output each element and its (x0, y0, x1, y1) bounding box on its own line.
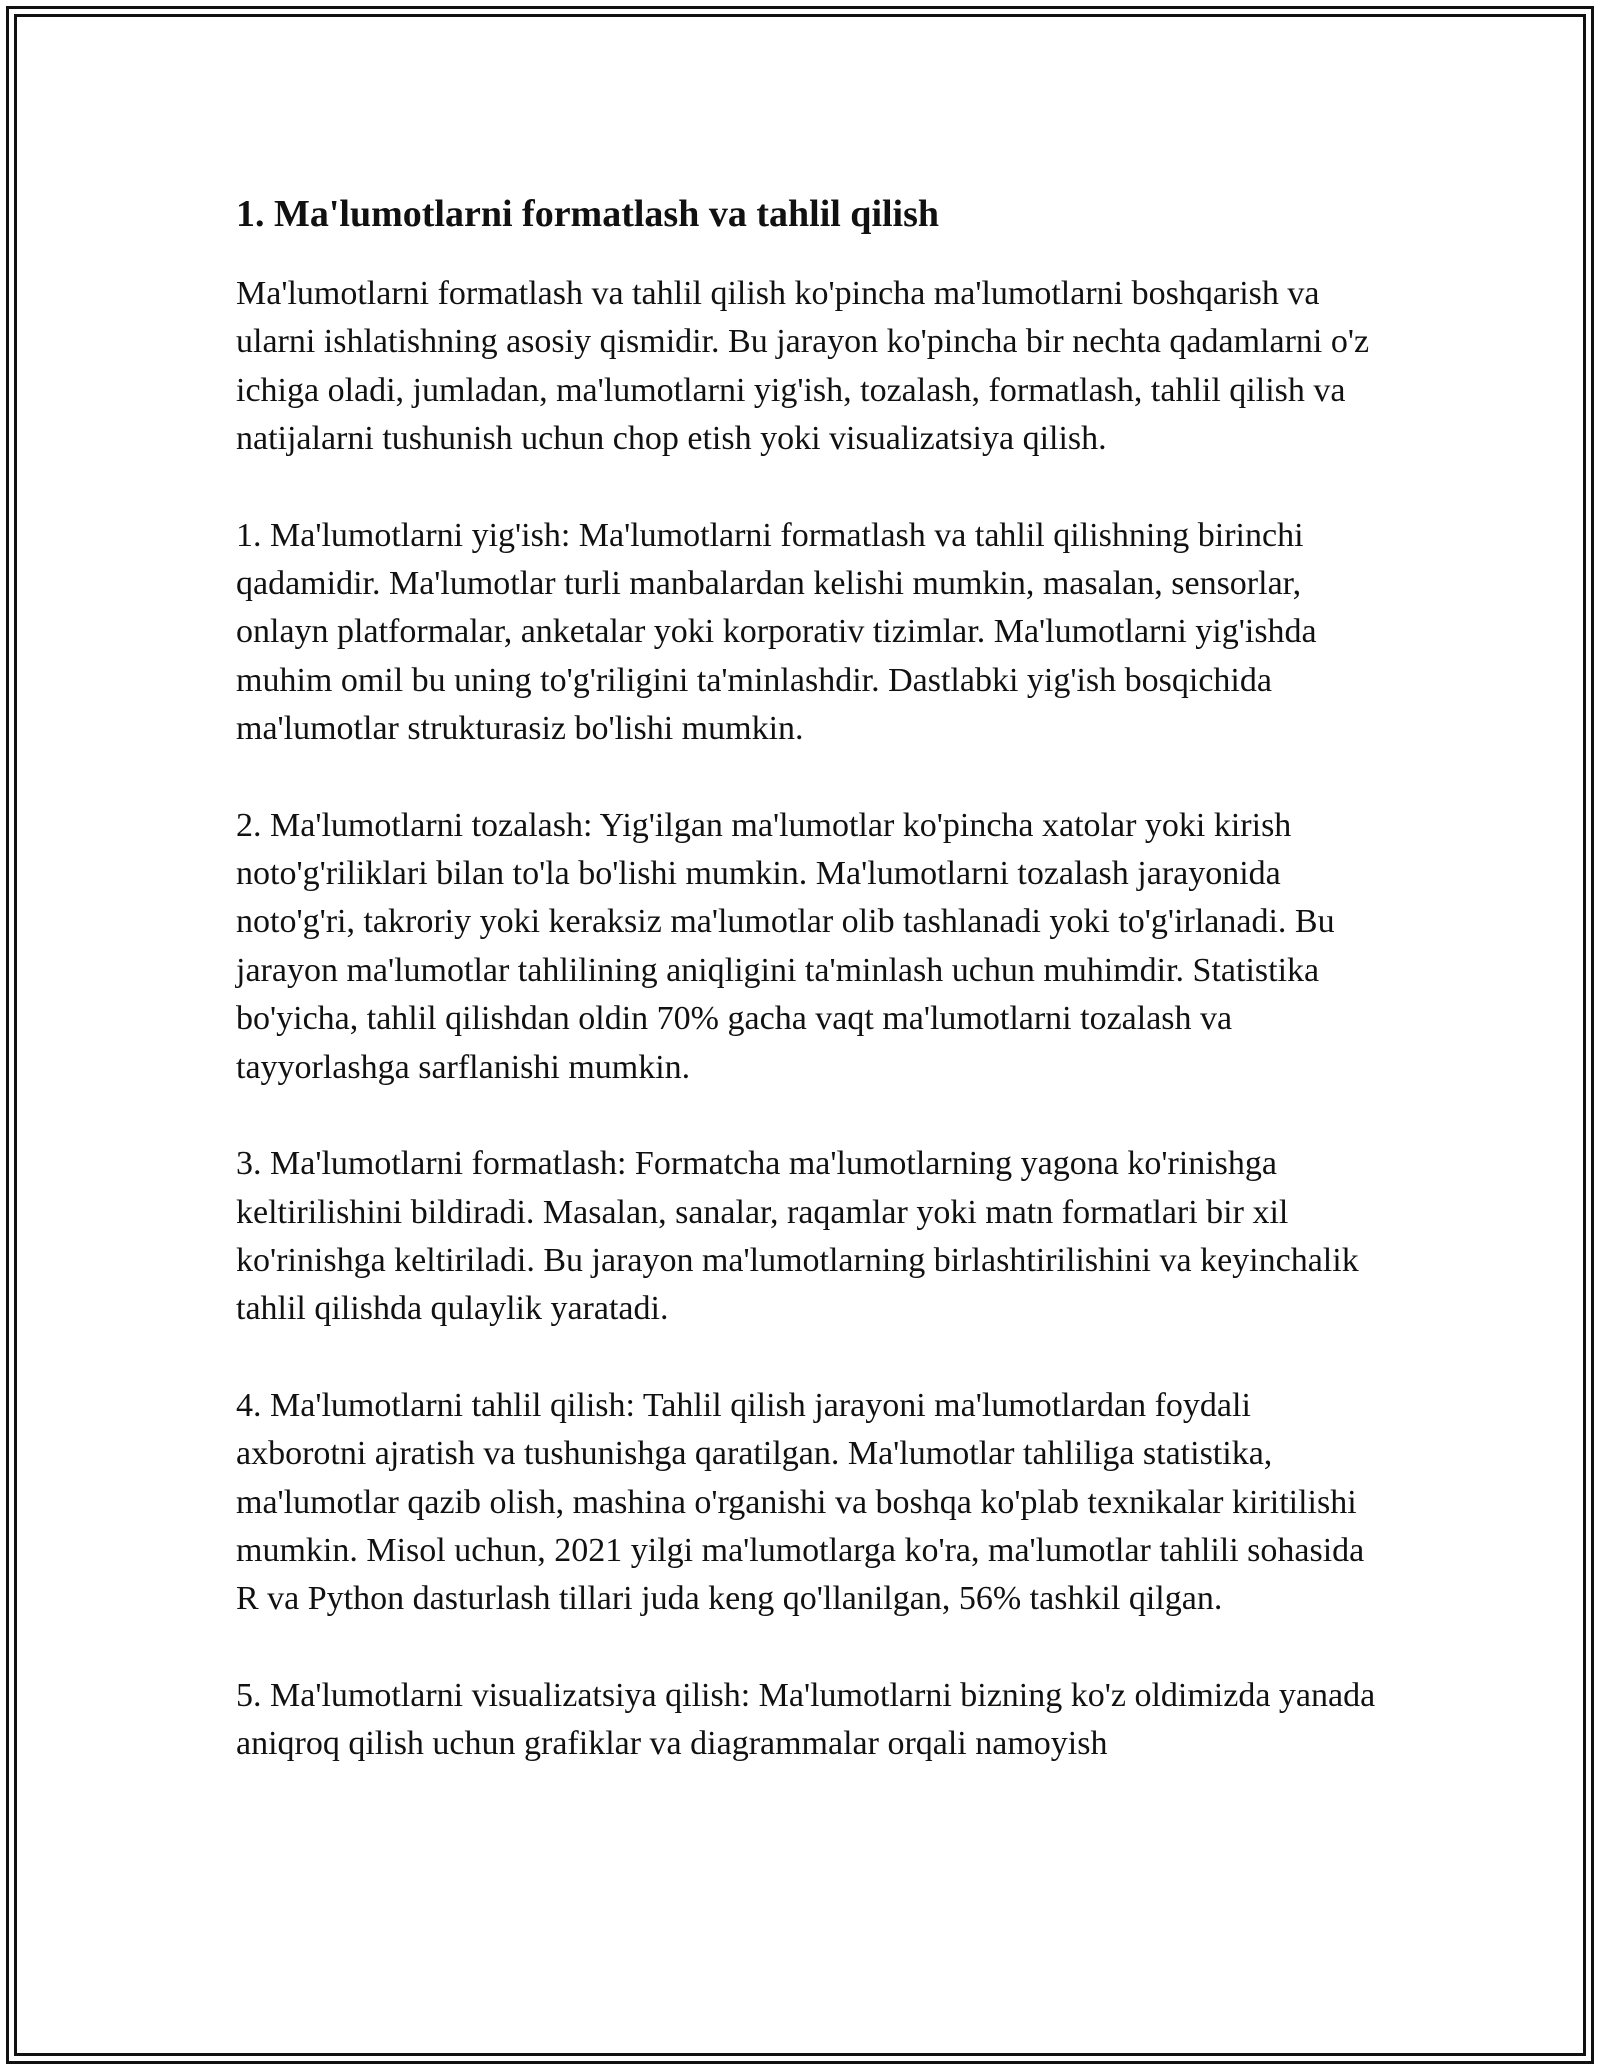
section-heading: 1. Ma'lumotlarni formatlash va tahlil qilish (236, 193, 940, 235)
paragraph-data-collection: 1. Ma'lumotlarni yig'ish: Ma'lumotlarni formatlash va tahlil qilishning birinchi qadamidir. Ma'lumotlar turli manbalardan kelishi mumkin, masalan, sensorlar, onlayn platformalar, anketalar yoki korporativ tizimlar. Ma'lumotlarni yig'ishda muhim omil bu uning to'g'riligini ta'minlashdir. Dastlabki yig'ish bosqichida ma'lumotlar strukturasiz bo'lishi mumkin. (236, 516, 1317, 748)
paragraph-data-cleaning: 2. Ma'lumotlarni tozalash: Yig'ilgan ma'lumotlar ko'pincha xatolar yoki kirish noto'g'riliklari bilan to'la bo'lishi mumkin. Ma'lumotlarni tozalash jarayonida noto'g'ri, takroriy yoki keraksiz ma'lumotlar olib tashlanadi yoki to'g'irlanadi. Bu jarayon ma'lumotlar tahlilining aniqligini ta'minlash uchun muhimdir. Statistika bo'yicha, tahlil qilishdan oldin 70% gacha vaqt ma'lumotlarni tozalash va tayyorlashga sarflanishi mumkin. (236, 806, 1335, 1086)
paragraph-data-formatting: 3. Ma'lumotlarni formatlash: Formatcha ma'lumotlarning yagona ko'rinishga keltirilishini bildiradi. Masalan, sanalar, raqamlar yoki matn formatlari bir xil ko'rinishga keltiriladi. Bu jarayon ma'lumotlarning birlashtirilishini va keyinchalik tahlil qilishda qulaylik yaratadi. (236, 1145, 1359, 1328)
paragraph-data-analysis: 4. Ma'lumotlarni tahlil qilish: Tahlil qilish jarayoni ma'lumotlardan foydali axborotni ajratish va tushunishga qaratilgan. Ma'lumotlar tahliliga statistika, ma'lumotlar qazib olish, mashina o'rganishi va boshqa ko'plab texnikalar kiritilishi mumkin. Misol uchun, 2021 yilgi ma'lumotlarga ko'ra, ma'lumotlar tahlili sohasida R va Python dasturlash tillari juda keng qo'llanilgan, 56% tashkil qilgan. (236, 1386, 1365, 1618)
document-body (236, 188, 1376, 1769)
paragraph-data-visualization: 5. Ma'lumotlarni visualizatsiya qilish: Ma'lumotlarni bizning ko'z oldimizda yanada aniqroq qilish uchun grafiklar va diagrammalar orqali namoyish (236, 1676, 1376, 1763)
paragraph-intro: Ma'lumotlarni formatlash va tahlil qilish ko'pincha ma'lumotlarni boshqarish va ularni ishlatishning asosiy qismidir. Bu jarayon ko'pincha bir nechta qadamlarni o'z ichiga oladi, jumladan, ma'lumotlarni yig'ish, tozalash, formatlash, tahlil qilish va natijalarni tushunish uchun chop etish yoki visualizatsiya qilish. (236, 275, 1370, 458)
